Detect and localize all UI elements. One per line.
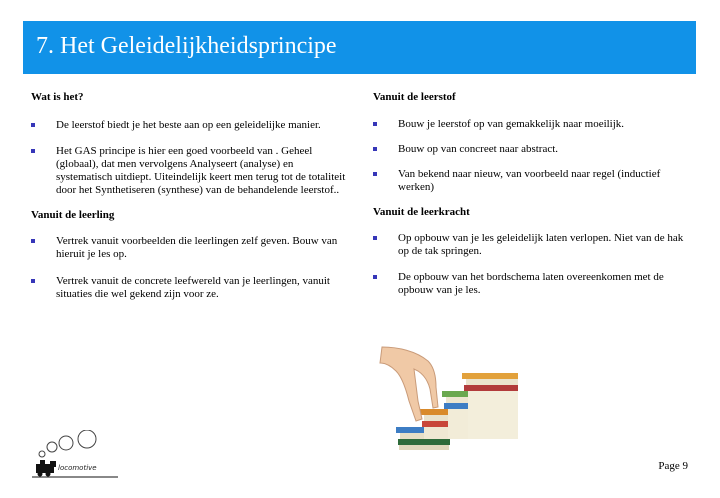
bullet-icon	[31, 239, 35, 243]
section-heading-teacher: Vanuit de leerkracht	[373, 206, 470, 218]
bullet-icon	[373, 147, 377, 151]
bullet-icon	[373, 172, 377, 176]
bullet-list-subject	[373, 118, 695, 194]
list-item: Vertrek vanuit voorbeelden die leerlingen zelf geven. Bouw van hieruit je les op.	[31, 235, 349, 261]
book-stairs-illustration	[378, 341, 522, 452]
list-item: Van bekend naar nieuw, van voorbeeld naar regel (inductief werken)	[373, 168, 695, 194]
locomotive-logo	[30, 430, 120, 480]
bullet-icon	[373, 275, 377, 279]
logo-text: locomotive	[58, 464, 97, 472]
list-item: Vertrek vanuit de concrete leefwereld van je leerlingen, vanuit situaties die wel gekend zijn voor ze.	[31, 275, 349, 301]
bullet-list-learner	[31, 235, 349, 301]
bullet-icon	[373, 122, 377, 126]
list-item: Het GAS principe is hier een goed voorbeeld van . Geheel (globaal), dat men vervolgens Analyseert (analyse) en systematisch uitdiept. Uiteindelijk keert men terug tot de totaliteit door het Synthetiseren (synthese) van de behandelende leerstof..	[31, 145, 349, 197]
bullet-list-what	[31, 119, 349, 197]
bullet-icon	[31, 123, 35, 127]
bullet-icon	[373, 236, 377, 240]
list-item: De opbouw van het bordschema laten overeenkomen met de opbouw van je les.	[373, 271, 695, 297]
bullet-list-teacher	[373, 232, 695, 297]
right-column	[373, 91, 695, 309]
list-item: Op opbouw van je les geleidelijk laten verlopen. Niet van de hak op de tak springen.	[373, 232, 695, 258]
bullet-icon	[31, 149, 35, 153]
page-title: 7. Het Geleidelijkheidsprincipe	[36, 33, 337, 59]
section-heading-learner: Vanuit de leerling	[31, 209, 115, 221]
list-item: Bouw je leerstof op van gemakkelijk naar moeilijk.	[373, 118, 695, 131]
list-item: Bouw op van concreet naar abstract.	[373, 143, 695, 156]
section-heading-subject: Vanuit de leerstof	[373, 91, 456, 103]
left-column	[31, 91, 349, 301]
bullet-icon	[31, 279, 35, 283]
title-banner	[23, 21, 696, 74]
section-heading-what: Wat is het?	[31, 91, 84, 103]
list-item: De leerstof biedt je het beste aan op een geleidelijke manier.	[31, 119, 349, 132]
page-number: Page 9	[658, 460, 688, 472]
